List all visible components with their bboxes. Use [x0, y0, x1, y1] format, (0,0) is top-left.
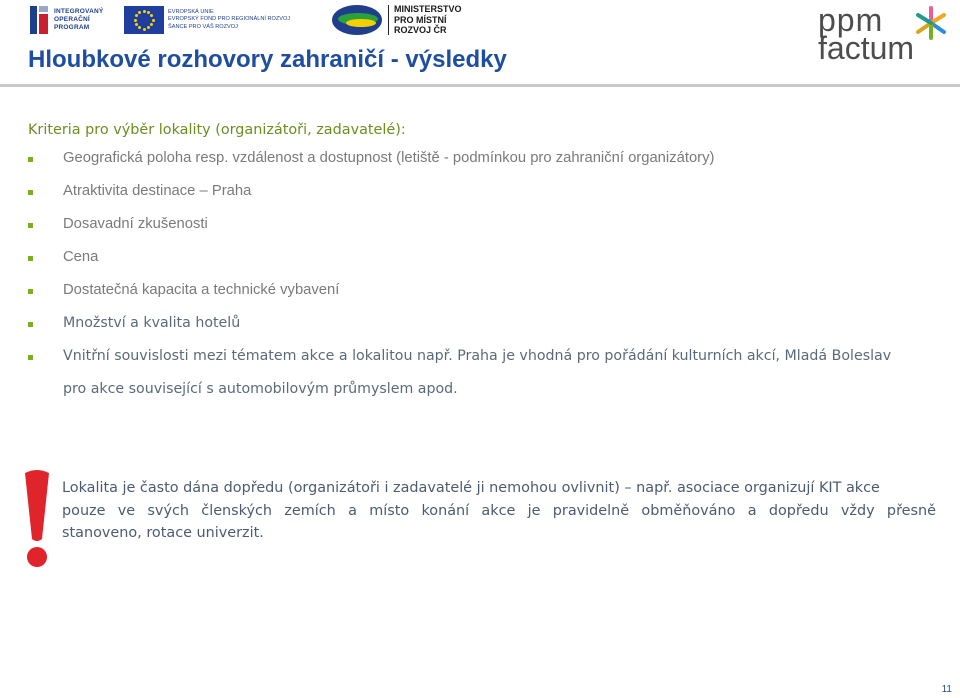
- page-title: Hloubkové rozhovory zahraničí - výsledky: [28, 46, 507, 73]
- ministry-logo-text: MINISTERSTVO PRO MÍSTNÍ ROZVOJ ČR: [394, 4, 462, 36]
- list-item-text: Množství a kvalita hotelů: [63, 315, 241, 331]
- location-note-line: stanoveno, rotace univerzit.: [62, 525, 264, 541]
- brand-star-icon: [914, 6, 948, 40]
- list-item-text: Geografická poloha resp. vzdálenost a dostupnost (letiště - podmínkou pro zahraniční organizátory): [63, 150, 715, 166]
- location-note: [62, 477, 936, 545]
- bullet-square-icon: [28, 322, 33, 327]
- iop-logo-text: INTEGROVANÝ OPERAČNÍ PROGRAM: [54, 8, 104, 31]
- page-number: 11: [941, 684, 952, 695]
- eu-star-icon: [134, 19, 137, 22]
- list-item-text: Dosavadní zkušenosti: [63, 216, 208, 232]
- bullet-square-icon: [28, 157, 33, 162]
- iop-logo: [30, 6, 116, 34]
- ministry-logo: [332, 4, 472, 36]
- eu-star-icon: [135, 23, 138, 26]
- list-item-text: Cena: [63, 249, 99, 265]
- partner-logos: [30, 3, 472, 37]
- eu-star-icon: [147, 11, 150, 14]
- brand-logo: [818, 4, 948, 66]
- title-divider: [0, 84, 960, 87]
- eu-logo-text: EVROPSKÁ UNIE EVROPSKÝ FOND PRO REGIONÁLNÍ ROZVOJ ŠANCE PRO VÁŠ ROZVOJ: [168, 8, 291, 30]
- eu-star-icon: [138, 11, 141, 14]
- eu-star-icon: [152, 19, 155, 22]
- list-item-text: Atraktivita destinace – Praha: [63, 183, 252, 199]
- eu-logo: [124, 6, 328, 34]
- brand-logo-line: factum: [818, 30, 915, 66]
- list-item-text: Vnitřní souvislosti mezi tématem akce a lokalitou např. Praha je vhodná pro pořádání kulturních akcí, Mladá Boleslav pro akce související s automobilovým průmyslem apod.: [63, 348, 892, 397]
- bullet-square-icon: [28, 190, 33, 195]
- iop-logo-mark: [30, 6, 50, 34]
- eu-star-icon: [143, 28, 146, 31]
- criteria-heading: Kriteria pro výběr lokality (organizátoři, zadavatelé):: [28, 122, 406, 138]
- location-note-line: Lokalita je často dána dopředu (organizátoři i zadavatelé ji nemohou ovlivnit) – např. asociace organizují KIT akce: [62, 480, 880, 496]
- eu-star-icon: [150, 23, 153, 26]
- brand-logo-line: ppm: [818, 2, 884, 38]
- bullet-square-icon: [28, 256, 33, 261]
- location-note-line: pouze ve svých členských zemích a místo konání akce je pravidelně obměňováno a dopředu vždy přesně: [62, 502, 936, 519]
- eu-flag-icon: [124, 6, 164, 34]
- list-item-text: Dostatečná kapacita a technické vybavení: [63, 282, 340, 298]
- bullet-square-icon: [28, 223, 33, 228]
- ministry-emblem-icon: [332, 5, 382, 35]
- eu-star-icon: [135, 14, 138, 17]
- eu-star-icon: [138, 26, 141, 29]
- bullet-square-icon: [28, 289, 33, 294]
- eu-star-icon: [150, 14, 153, 17]
- exclamation-icon: [22, 469, 52, 569]
- eu-star-icon: [147, 26, 150, 29]
- bullet-square-icon: [28, 355, 33, 360]
- eu-star-icon: [143, 10, 146, 13]
